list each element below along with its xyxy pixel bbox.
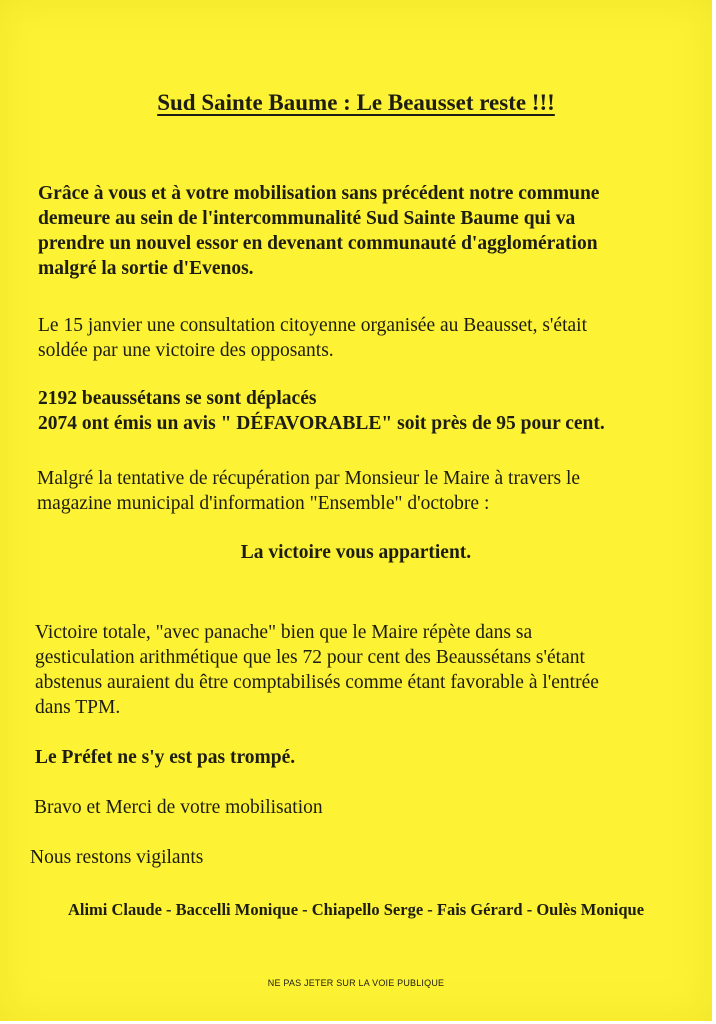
intro-line: demeure au sein de l'intercommunalité Sud Sainte Baume qui va — [38, 208, 576, 229]
consultation-line: soldée par une victoire des opposants. — [38, 340, 334, 361]
flyer-title — [0, 90, 712, 116]
intro-line: malgré la sortie d'Evenos. — [38, 258, 254, 279]
flyer-title-text: Sud Sainte Baume : Le Beausset reste !!! — [157, 90, 555, 115]
thanks-line: Bravo et Merci de votre mobilisation — [34, 797, 323, 818]
footer-note: NE PAS JETER SUR LA VOIE PUBLIQUE — [267, 978, 445, 988]
total-victory-line: abstenus auraient du être comptabilisés comme étant favorable à l'entrée — [35, 672, 599, 693]
recovery-line: magazine municipal d'information "Ensemble" d'octobre : — [37, 493, 490, 514]
results-line: 2192 beaussétans se sont déplacés — [38, 388, 317, 409]
intro-paragraph — [38, 181, 599, 281]
results-paragraph — [38, 386, 605, 436]
results-line: 2074 ont émis un avis " DÉFAVORABLE" soit près de 95 pour cent. — [38, 413, 605, 434]
consultation-paragraph — [38, 313, 587, 363]
victory-statement: La victoire vous appartient. — [240, 542, 472, 563]
consultation-line: Le 15 janvier une consultation citoyenne organisée au Beausset, s'était — [38, 315, 587, 336]
prefect-line: Le Préfet ne s'y est pas trompé. — [35, 747, 296, 768]
intro-line: Grâce à vous et à votre mobilisation sans précédent notre commune — [38, 183, 600, 204]
recovery-paragraph — [37, 466, 580, 516]
intro-line: prendre un nouvel essor en devenant communauté d'agglomération — [38, 233, 598, 254]
total-victory-line: dans TPM. — [35, 697, 121, 718]
total-victory-line: gesticulation arithmétique que les 72 pour cent des Beaussétans s'étant — [35, 647, 585, 668]
recovery-line: Malgré la tentative de récupération par Monsieur le Maire à travers le — [37, 468, 581, 489]
total-victory-line: Victoire totale, "avec panache" bien que le Maire répète dans sa — [35, 622, 533, 643]
signatories: Alimi Claude - Baccelli Monique - Chiapello Serge - Fais Gérard - Oulès Monique — [67, 900, 645, 919]
vigilant-line: Nous restons vigilants — [30, 847, 204, 868]
total-victory-paragraph — [35, 620, 599, 720]
